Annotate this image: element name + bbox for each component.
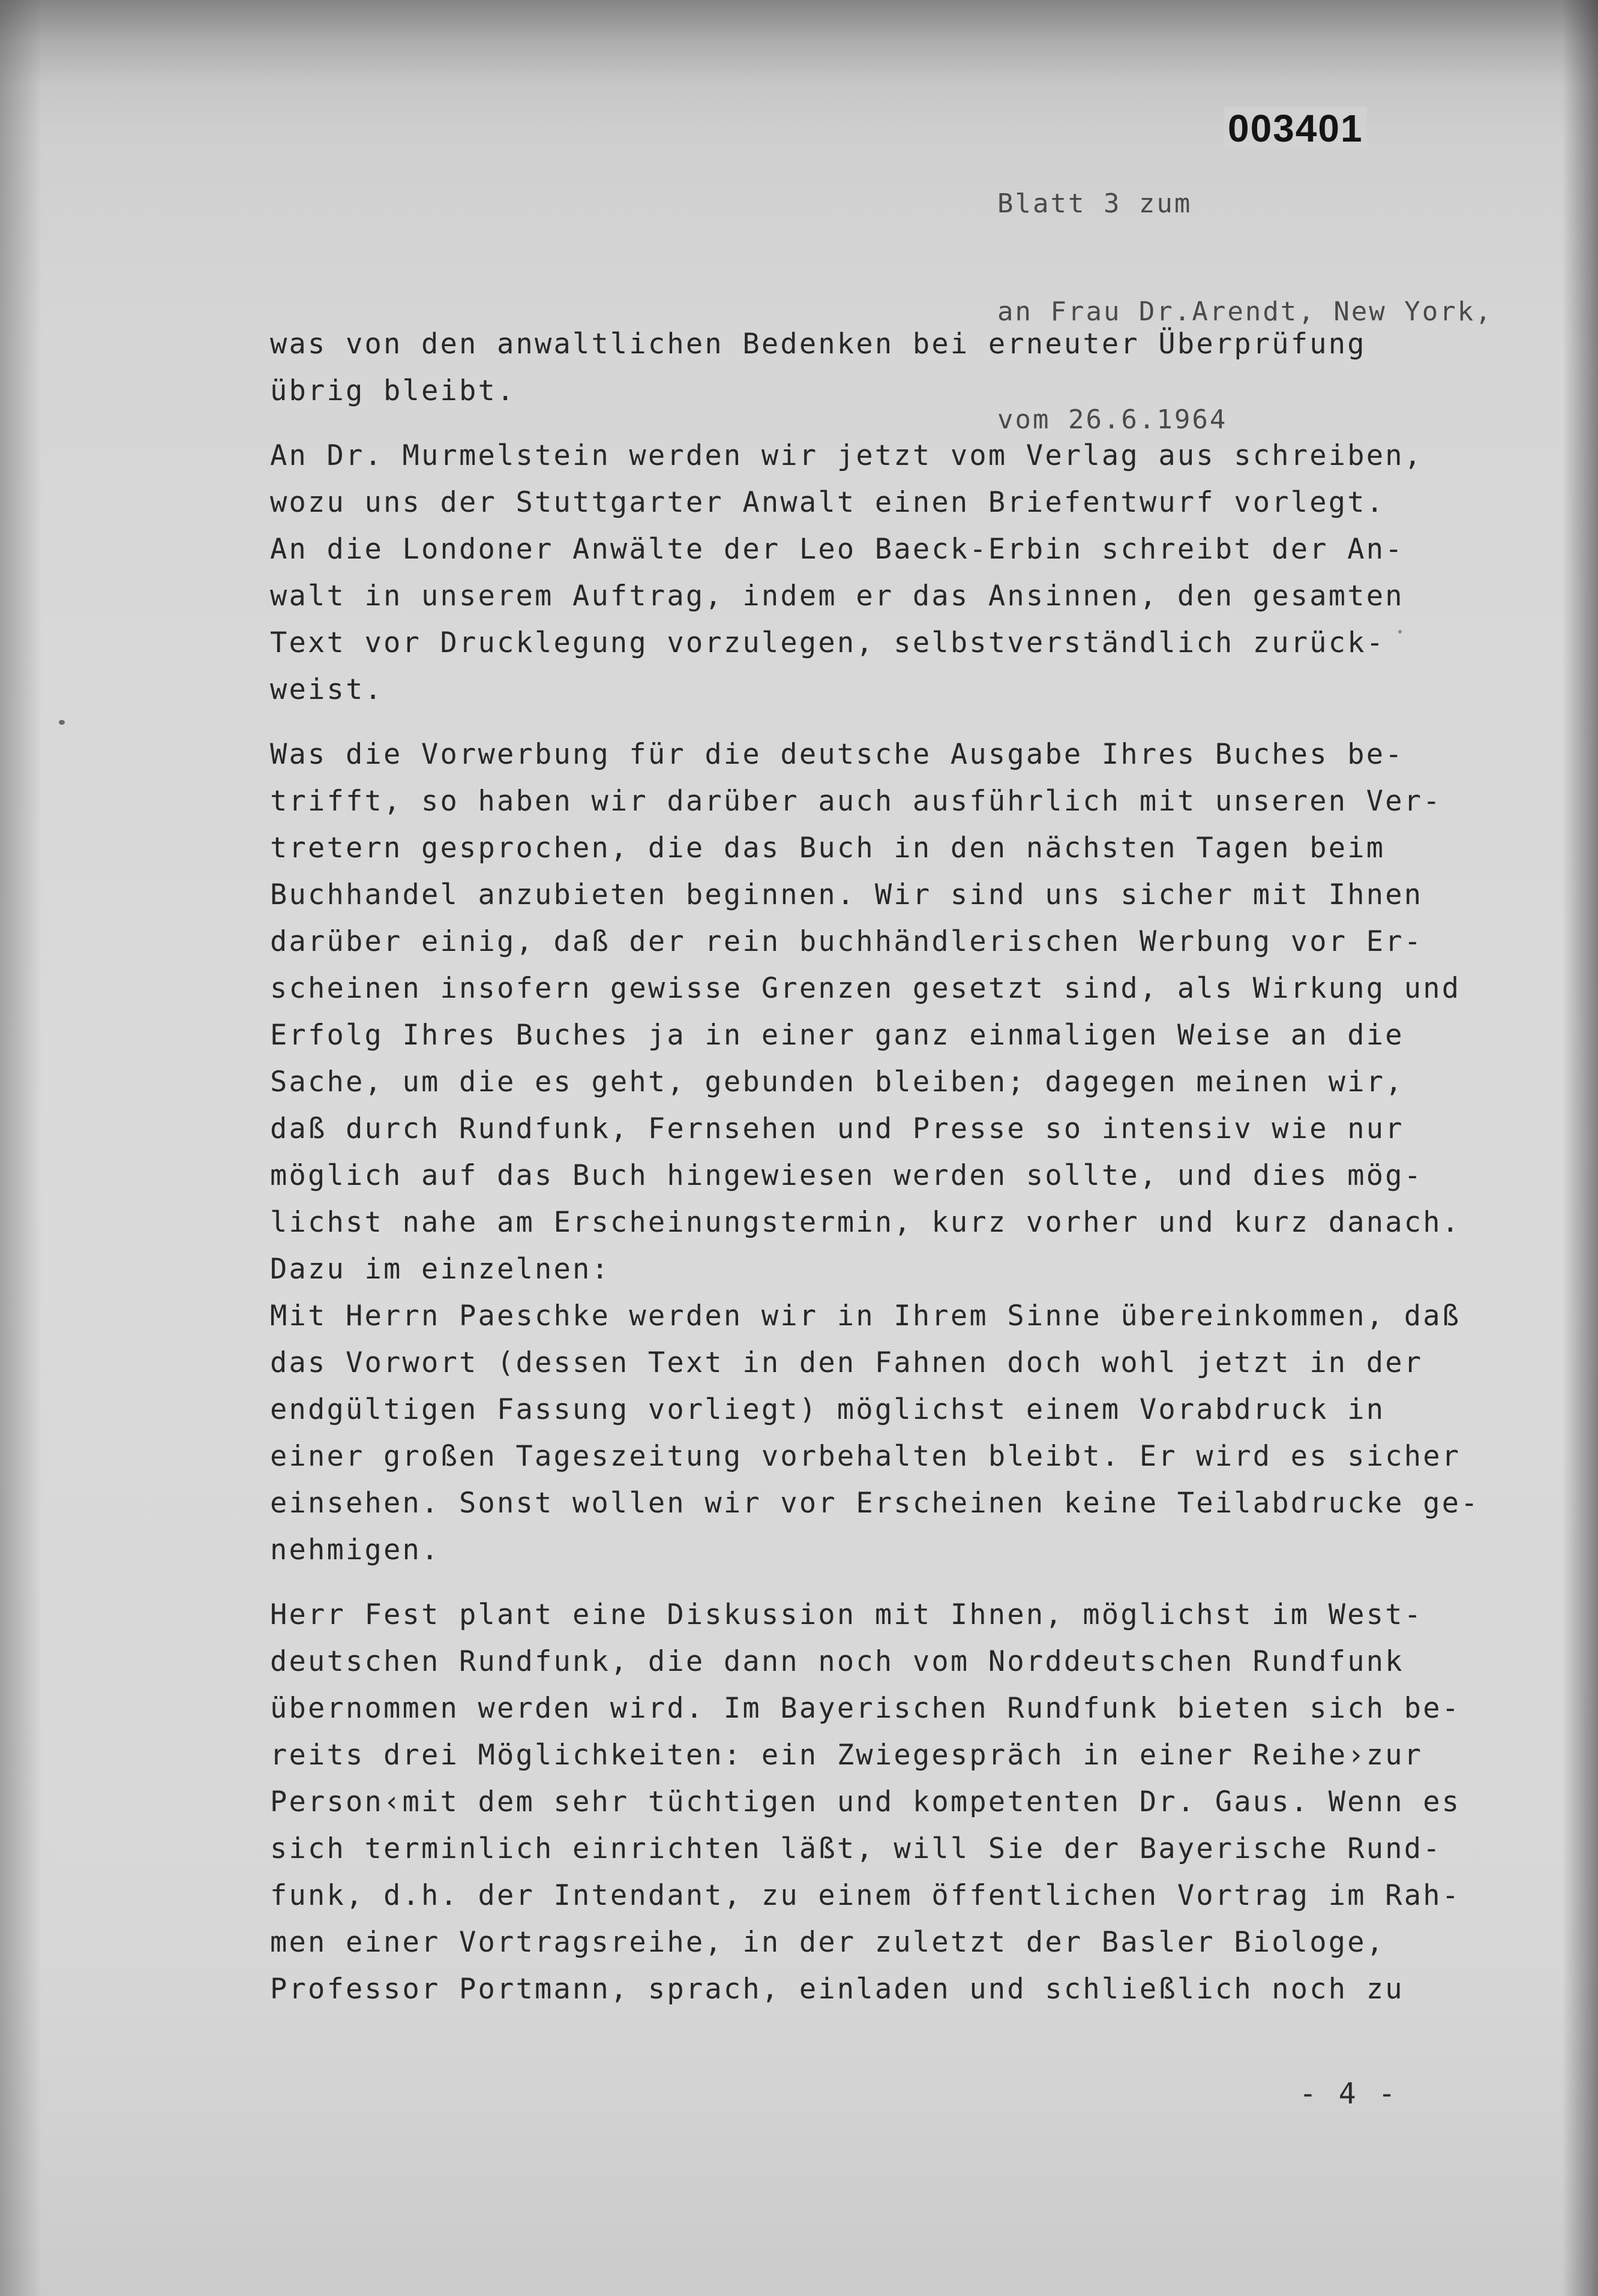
text-line: reits drei Möglichkeiten: ein Zwiegespräch in einer Reihe›zur <box>270 1739 1423 1772</box>
text-line: walt in unserem Auftrag, indem er das Ansinnen, den gesamten <box>270 580 1404 613</box>
page-number: - 4 - <box>1299 2077 1398 2111</box>
text-line: Erfolg Ihres Buches ja in einer ganz einmaligen Weise an die <box>270 1019 1404 1052</box>
text-line: Sache, um die es geht, gebunden bleiben; dagegen meinen wir, <box>270 1066 1404 1099</box>
text-line: tretern gesprochen, die das Buch in den nächsten Tagen beim <box>270 832 1386 865</box>
paragraph-3 <box>270 731 1518 1574</box>
text-line: wozu uns der Stuttgarter Anwalt einen Briefentwurf vorlegt. <box>270 486 1386 519</box>
archive-stamp-number: 003401 <box>1224 107 1367 150</box>
text-line: Was die Vorwerbung für die deutsche Ausgabe Ihres Buches be- <box>270 738 1404 771</box>
text-line: Text vor Drucklegung vorzulegen, selbstverständlich zurück- <box>270 626 1386 659</box>
text-line: Person‹mit dem sehr tüchtigen und kompetenten Dr. Gaus. Wenn es <box>270 1785 1461 1818</box>
text-line: einer großen Tageszeitung vorbehalten bleibt. Er wird es sicher <box>270 1440 1461 1473</box>
text-line: funk, d.h. der Intendant, zu einem öffentlichen Vortrag im Rah- <box>270 1879 1461 1912</box>
paragraph-1 <box>270 321 1518 415</box>
text-line: scheinen insofern gewisse Grenzen gesetzt sind, als Wirkung und <box>270 972 1461 1005</box>
text-line: nehmigen. <box>270 1533 440 1566</box>
text-line: An Dr. Murmelstein werden wir jetzt vom Verlag aus schreiben, <box>270 439 1423 472</box>
text-line: sich terminlich einrichten läßt, will Sie der Bayerische Rund- <box>270 1832 1442 1865</box>
letter-body <box>270 321 1518 2031</box>
header-line-2: an Frau Dr.Arendt, New York, <box>997 296 1493 327</box>
header-line-1: Blatt 3 zum <box>997 188 1192 219</box>
paper-speck <box>59 720 65 725</box>
text-line: endgültigen Fassung vorliegt) möglichst einem Vorabdruck in <box>270 1393 1386 1426</box>
text-line: Professor Portmann, sprach, einladen und schließlich noch zu <box>270 1973 1404 2006</box>
text-line: übrig bleibt. <box>270 374 516 407</box>
paragraph-4 <box>270 1592 1518 2013</box>
text-line: übernommen werden wird. Im Bayerischen Rundfunk bieten sich be- <box>270 1692 1461 1725</box>
text-line: deutschen Rundfunk, die dann noch vom Norddeutschen Rundfunk <box>270 1645 1404 1678</box>
paragraph-2 <box>270 433 1518 713</box>
paper-speck <box>1398 630 1402 634</box>
text-line: An die Londoner Anwälte der Leo Baeck-Erbin schreibt der An- <box>270 533 1404 566</box>
text-line: lichst nahe am Erscheinungstermin, kurz vorher und kurz danach. <box>270 1206 1461 1239</box>
text-line: trifft, so haben wir darüber auch ausführlich mit unseren Ver- <box>270 785 1442 818</box>
text-line: Mit Herrn Paeschke werden wir in Ihrem Sinne übereinkommen, daß <box>270 1299 1461 1332</box>
text-line: möglich auf das Buch hingewiesen werden sollte, und dies mög- <box>270 1159 1423 1192</box>
header-line-3: vom 26.6.1964 <box>997 404 1228 435</box>
text-line: einsehen. Sonst wollen wir vor Erscheinen keine Teilabdrucke ge- <box>270 1487 1480 1520</box>
text-line: darüber einig, daß der rein buchhändlerischen Werbung vor Er- <box>270 925 1423 958</box>
text-line: daß durch Rundfunk, Fernsehen und Presse so intensiv wie nur <box>270 1112 1404 1145</box>
text-line: Buchhandel anzubieten beginnen. Wir sind uns sicher mit Ihnen <box>270 878 1423 911</box>
text-line: was von den anwaltlichen Bedenken bei erneuter Überprüfung <box>270 328 1366 361</box>
text-line: Herr Fest plant eine Diskussion mit Ihnen, möglichst im West- <box>270 1598 1423 1631</box>
text-line: weist. <box>270 673 383 706</box>
text-line: das Vorwort (dessen Text in den Fahnen doch wohl jetzt in der <box>270 1346 1423 1379</box>
page-edge-shadow <box>1562 0 1598 2296</box>
text-line: Dazu im einzelnen: <box>270 1253 610 1286</box>
text-line: men einer Vortragsreihe, in der zuletzt der Basler Biologe, <box>270 1926 1386 1959</box>
